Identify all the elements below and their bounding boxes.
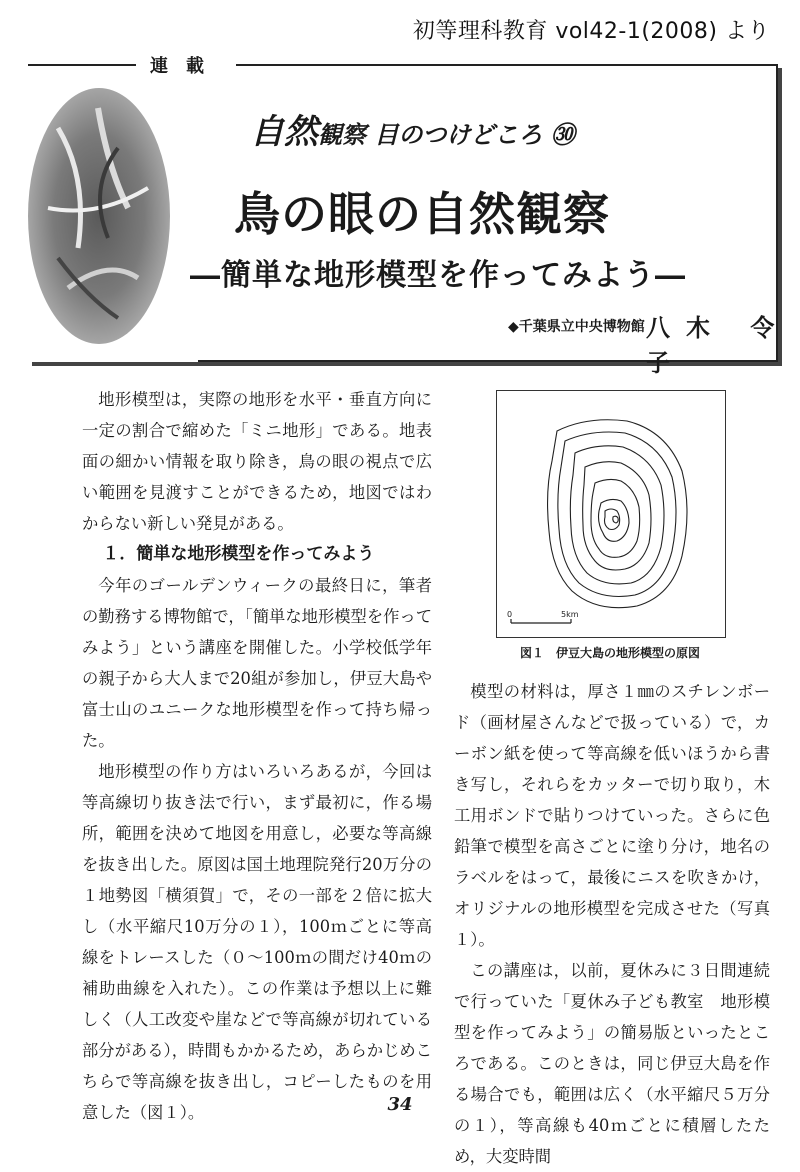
author-name: 八木 令子 [646, 314, 791, 377]
figure-1-caption: 図１ 伊豆大島の地形模型の原図 [519, 646, 700, 660]
paragraph-4: この講座は，以前，夏休みに３日間連続で行っていた「夏休み子ども教室 地形模型を作ってみよう」の簡易版といったところである。このときは，同じ伊豆大島を作る場合でも，範囲は広く（水平縮尺５万分の１），等高線も40ｍごとに積層したため，大変時間 [454, 961, 770, 1166]
author-affiliation: ◆千葉県立中央博物館 [508, 319, 645, 335]
scale-zero-label: 0 [507, 610, 513, 619]
figure-1-contour-map [496, 390, 726, 638]
series-title [250, 104, 575, 153]
contour-map-diagram [497, 391, 725, 637]
source-note: 初等理科教育 vol42-1(2008) より [412, 19, 770, 44]
series-title-small: 観察 目のつけどころ ㉚ [318, 121, 575, 149]
paragraph-3: 模型の材料は，厚さ１㎜のスチレンボード（画材屋さんなどで扱っている）で，カーボン紙を使って等高線を低いほうから書き写し，それらをカッターで切り取り，木工用ボンドで貼りつけていった。さらに色鉛筆で模型を高さごとに塗り分け，地名のラベルをはって，最後にニスを吹きかけ，オリジナルの地形模型を完成させた（写真１）。 [454, 682, 770, 949]
paragraph-1: 今年のゴールデンウィークの最終日に，筆者の勤務する博物館で，「簡単な地形模型を作ってみよう」という講座を開催した。小学校低学年の親子から大人まで20組が参加し，伊豆大島や富士山のユニークな地形模型を作って持ち帰った。 [82, 576, 432, 750]
page-number: 34 [387, 1094, 413, 1115]
left-column [82, 384, 432, 1128]
intro-paragraph: 地形模型は，実際の地形を水平・垂直方向に一定の割合で縮めた「ミニ地形」である。地表面の細かい情報を取り除き，鳥の眼の視点で広い範囲を見渡すことができるため，地図ではわからない新しい発見がある。 [82, 390, 432, 533]
article-subtitle: ―簡単な地形模型を作ってみよう― [190, 258, 686, 293]
section-heading-1: １．簡単な地形模型を作ってみよう [102, 544, 375, 564]
series-label: 連載 [136, 52, 236, 78]
article-title: 鳥の眼の自然観察 [234, 187, 610, 241]
paragraph-2: 地形模型の作り方はいろいろあるが，今回は等高線切り抜き法で行い，まず最初に，作る場所，範囲を決めて地図を用意し，必要な等高線を抜き出した。原図は国土地理院発行20万分の１地勢図「横須賀」で，その一部を２倍に拡大し（水平縮尺10万分の１），100ｍごとに等高線をトレースした（０～100ｍの間だけ40ｍの補助曲線を入れた）。この作業は予想以上に難しく（人工改変や崖などで等高線が切れている部分がある），時間もかかるため，あらかじめこちらで等高線を抜き出し，コピーしたものを用意した（図１）。 [82, 762, 432, 1122]
scale-end-label: 5km [561, 610, 579, 619]
series-title-big: 自然 [250, 112, 318, 152]
